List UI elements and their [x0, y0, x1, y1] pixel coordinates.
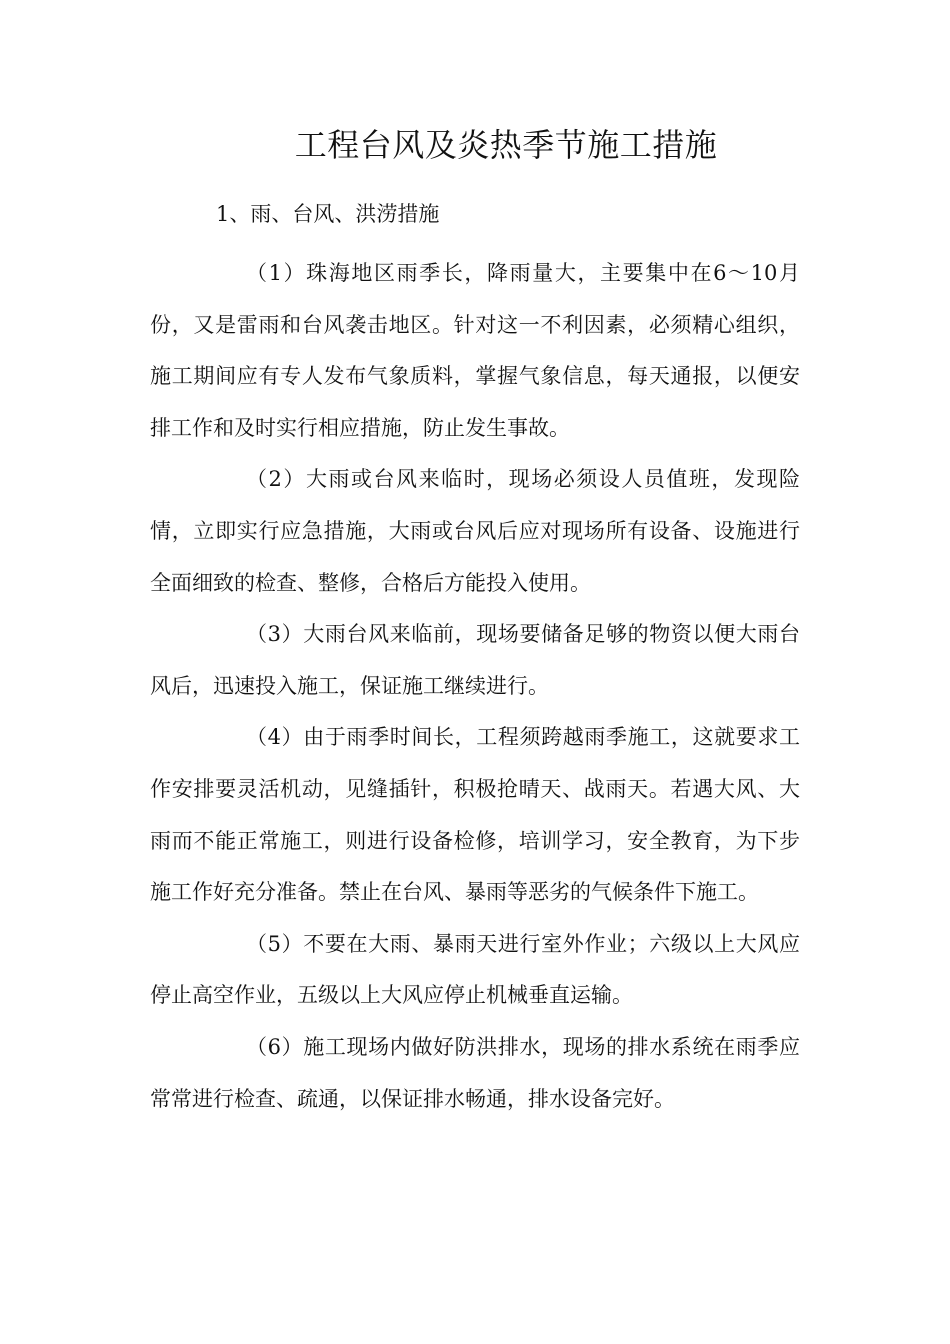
document-body	[150, 248, 800, 1125]
paragraph-4: （4）由于雨季时间长，工程须跨越雨季施工，这就要求工作安排要灵活机动，见缝插针，积极抢晴天、战雨天。若遇大风、大雨而不能正常施工，则进行设备检修，培训学习，安全教育，为下步施工作好充分准备。禁止在台风、暴雨等恶劣的气候条件下施工。	[150, 725, 800, 905]
paragraph-2: （2）大雨或台风来临时，现场必须设人员值班，发现险情，立即实行应急措施，大雨或台风后应对现场所有设备、设施进行全面细致的检查、整修，合格后方能投入使用。	[150, 467, 800, 595]
document-title: 工程台风及炎热季节施工措施	[294, 126, 718, 164]
paragraph-1: （1）珠海地区雨季长，降雨量大，主要集中在6～10月份，又是雷雨和台风袭击地区。针对这一不利因素，必须精心组织，施工期间应有专人发布气象质料，掌握气象信息，每天通报，以便安排工作和及时实行相应措施，防止发生事故。	[150, 261, 800, 440]
paragraph-6: （6）施工现场内做好防洪排水，现场的排水系统在雨季应常常进行检查、疏通，以保证排水畅通，排水设备完好。	[150, 1034, 800, 1111]
paragraph-3: （3）大雨台风来临前，现场要储备足够的物资以便大雨台风后，迅速投入施工，保证施工继续进行。	[150, 622, 800, 698]
section-heading: 1、雨、台风、洪涝措施	[216, 202, 440, 226]
paragraph-5: （5）不要在大雨、暴雨天进行室外作业；六级以上大风应停止高空作业，五级以上大风应停止机械垂直运输。	[150, 931, 800, 1008]
